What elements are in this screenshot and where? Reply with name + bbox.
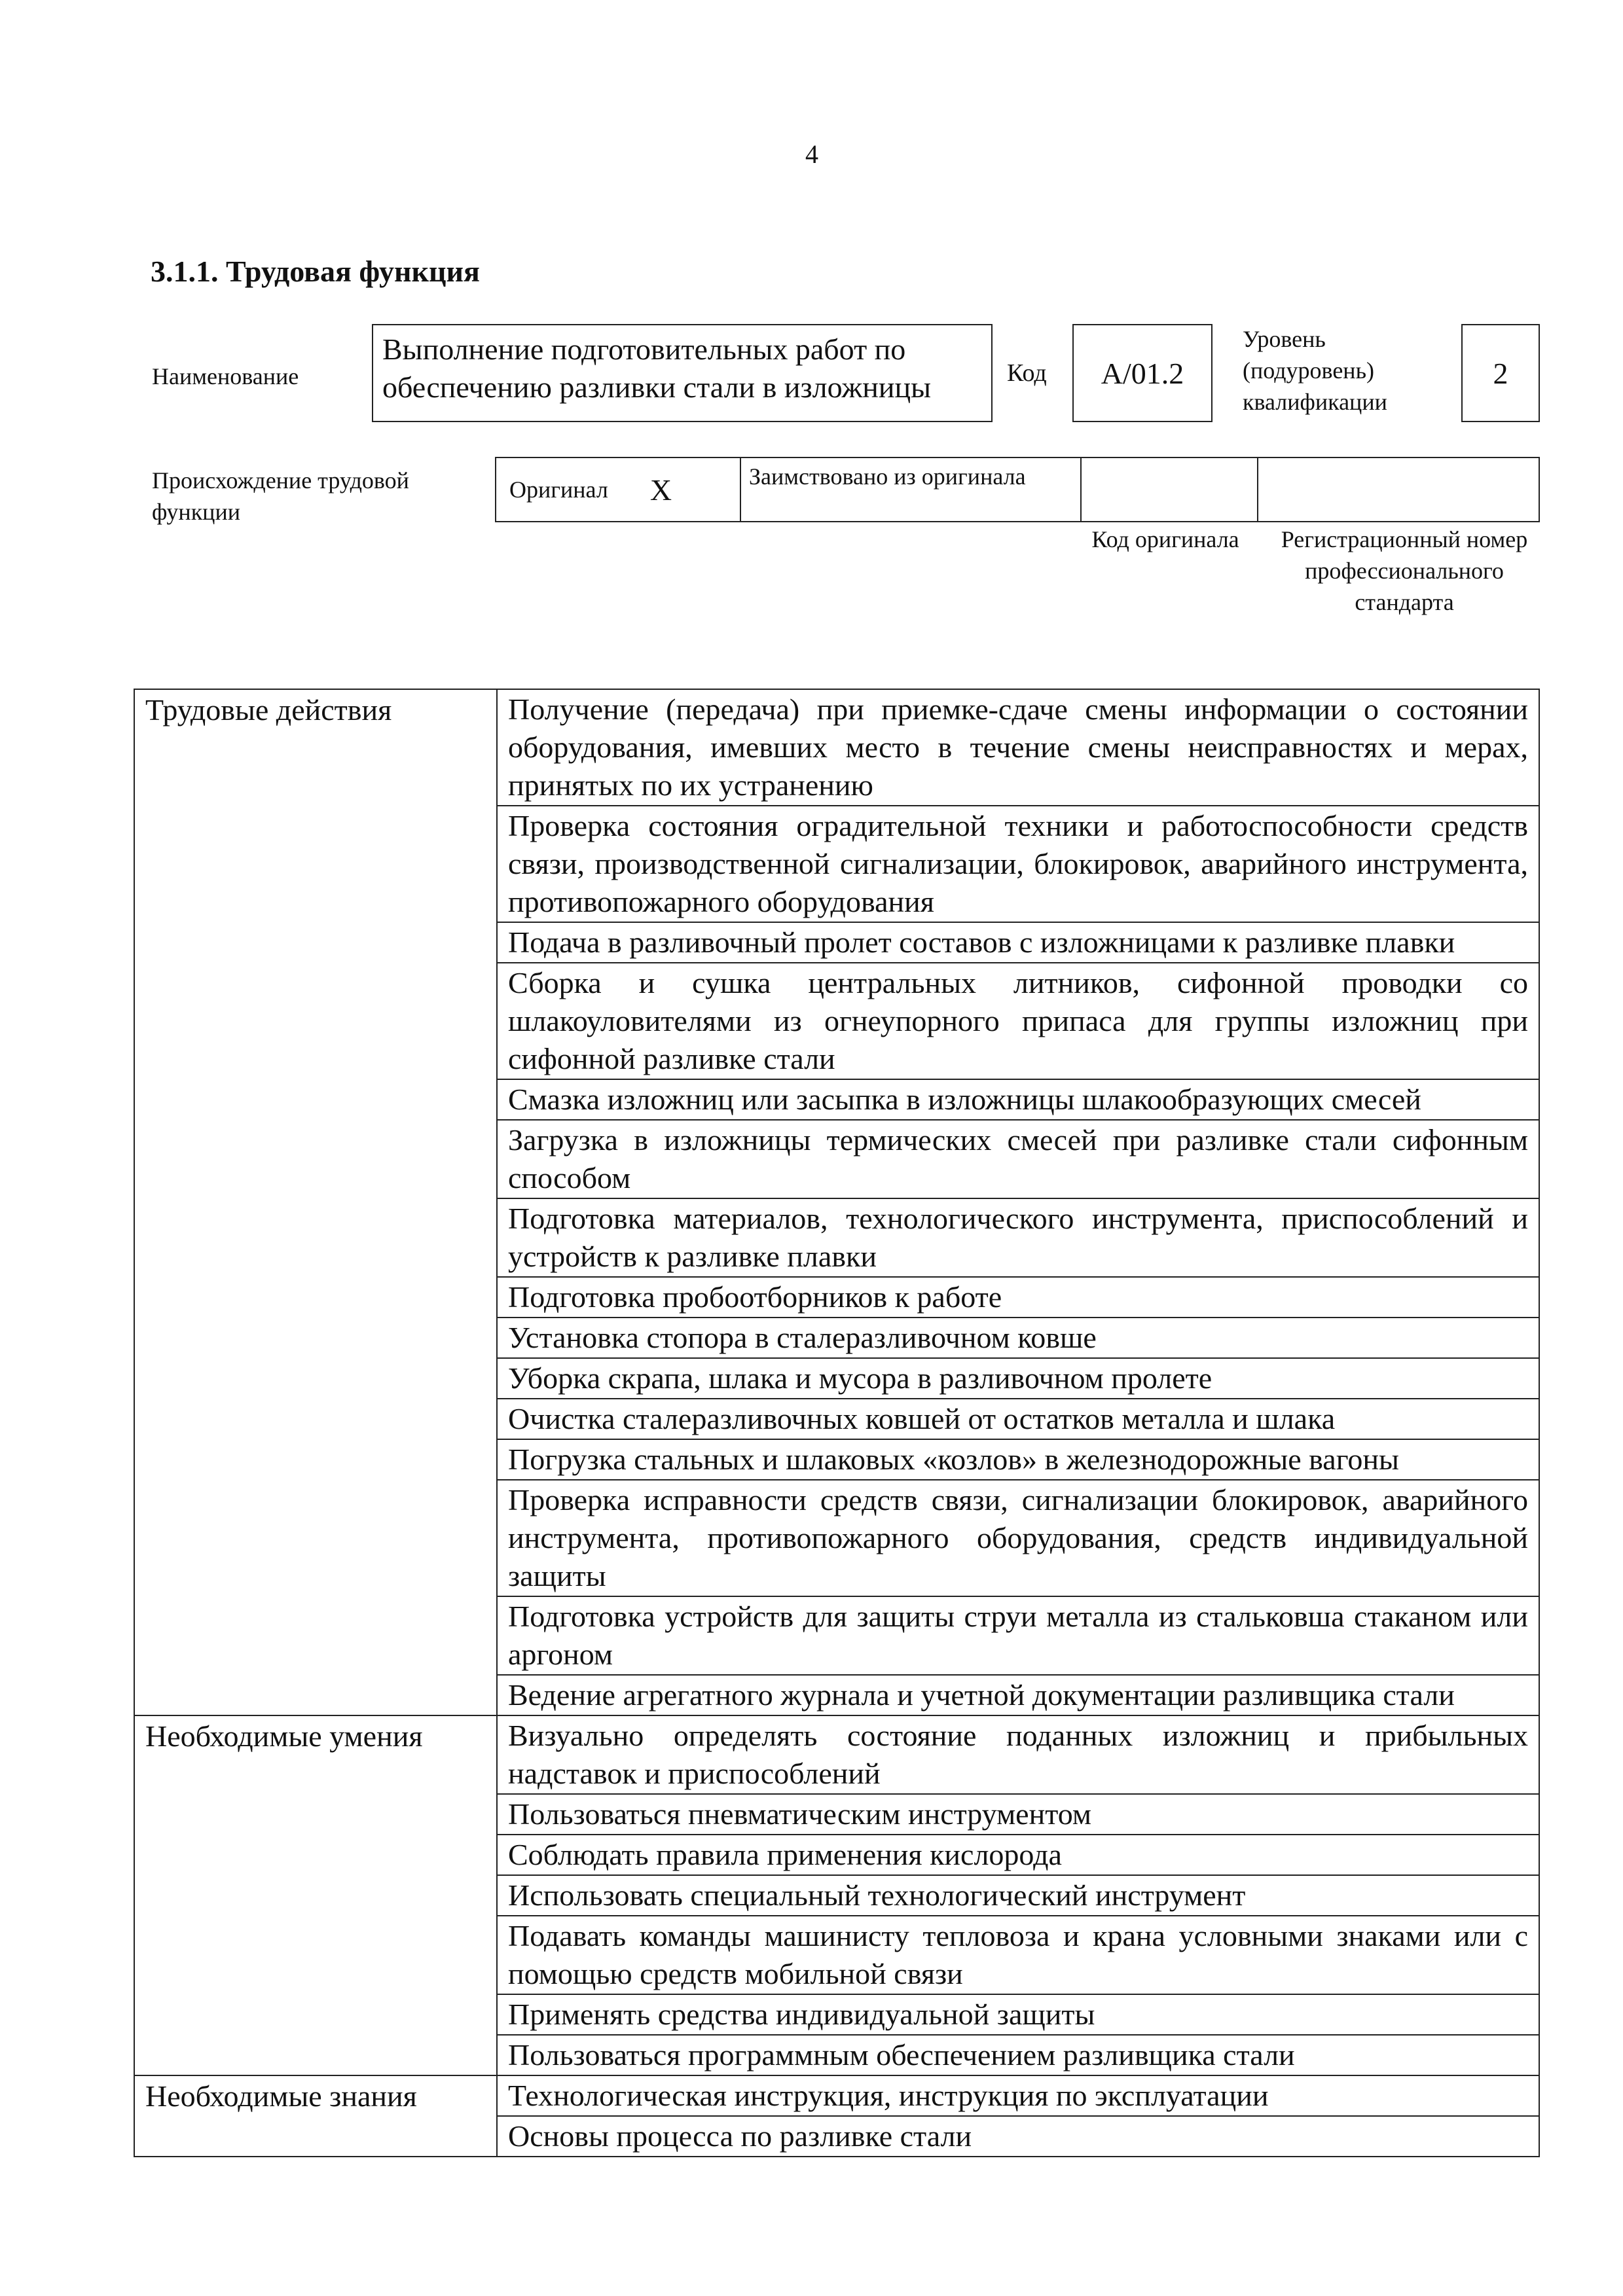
section-category: Необходимые умения — [134, 1715, 497, 2075]
section-item: Проверка состояния оградительной техники и работоспособности средств связи, производственной сигнализации, блокировок, аварийного инструмента, противопожарного оборудования — [497, 806, 1539, 922]
qualification-level-label: Уровень (подуровень) квалификации — [1243, 326, 1387, 415]
section-category: Необходимые знания — [134, 2075, 497, 2157]
original-label: Оригинал — [509, 476, 608, 503]
origin-original-cell — [496, 458, 741, 521]
original-code-caption: Код оригинала — [1091, 526, 1239, 552]
function-name-value: Выполнение подготовительных работ по обеспечению разливки стали в изложницы — [372, 324, 993, 422]
table-row — [134, 2075, 1539, 2116]
section-item: Подготовка материалов, технологического инструмента, приспособлений и устройств к разливке плавки — [497, 1198, 1539, 1277]
section-item: Подача в разливочный пролет составов с изложницами к разливке плавки — [497, 922, 1539, 963]
section-item: Подготовка устройств для защиты струи металла из стальковша стаканом или аргоном — [497, 1596, 1539, 1675]
qualification-level-value: 2 — [1461, 324, 1540, 422]
original-code-cell — [1082, 458, 1258, 521]
code-label: Код — [1007, 359, 1047, 387]
section-category: Трудовые действия — [134, 689, 497, 1715]
section-item: Смазка изложниц или засыпка в изложницы шлакообразующих смесей — [497, 1079, 1539, 1120]
table-row — [134, 689, 1539, 806]
section-item: Погрузка стальных и шлаковых «козлов» в железнодорожные вагоны — [497, 1439, 1539, 1480]
section-item: Загрузка в изложницы термических смесей при разливке стали сифонным способом — [497, 1120, 1539, 1198]
section-item: Пользоваться программным обеспечением разливщика стали — [497, 2035, 1539, 2075]
section-item: Установка стопора в сталеразливочном ковше — [497, 1318, 1539, 1358]
section-item: Основы процесса по разливке стали — [497, 2116, 1539, 2157]
section-item: Проверка исправности средств связи, сигнализации блокировок, аварийного инструмента, противопожарного оборудования, средств индивидуальной защиты — [497, 1480, 1539, 1596]
table-row — [134, 1715, 1539, 1794]
section-item: Применять средства индивидуальной защиты — [497, 1994, 1539, 2035]
name-label: Наименование — [152, 363, 299, 389]
section-item: Подавать команды машинисту тепловоза и крана условными знаками или с помощью средств мобильной связи — [497, 1916, 1539, 1994]
section-item: Получение (передача) при приемке-сдаче смены информации о состоянии оборудования, имевших место в течение смены неисправностях и мерах, принятых по их устранению — [497, 689, 1539, 806]
registration-number-cell — [1258, 458, 1539, 521]
section-item: Технологическая инструкция, инструкция по эксплуатации — [497, 2075, 1539, 2116]
section-item: Уборка скрапа, шлака и мусора в разливочном пролете — [497, 1358, 1539, 1399]
borrowed-label: Заимствовано из оригинала — [741, 458, 1082, 521]
section-item: Сборка и сушка центральных литников, сифонной проводки со шлакоуловителями из огнеупорного припаса для группы изложниц при сифонной разливке стали — [497, 963, 1539, 1079]
section-title: 3.1.1. Трудовая функция — [151, 255, 480, 288]
section-item: Пользоваться пневматическим инструментом — [497, 1794, 1539, 1835]
section-item: Соблюдать правила применения кислорода — [497, 1835, 1539, 1875]
origin-label: Происхождение трудовой функции — [152, 467, 409, 525]
section-item: Ведение агрегатного журнала и учетной документации разливщика стали — [497, 1675, 1539, 1715]
labor-function-table — [134, 689, 1540, 2157]
page-number: 4 — [805, 139, 818, 169]
section-item: Использовать специальный технологический инструмент — [497, 1875, 1539, 1916]
section-item: Очистка сталеразливочных ковшей от остатков металла и шлака — [497, 1399, 1539, 1439]
original-mark: X — [649, 473, 672, 507]
origin-row — [495, 457, 1540, 522]
section-item: Подготовка пробоотборников к работе — [497, 1277, 1539, 1318]
code-value: A/01.2 — [1072, 324, 1213, 422]
registration-number-caption: Регистрационный номер профессионального стандарта — [1281, 526, 1528, 615]
section-item: Визуально определять состояние поданных изложниц и прибыльных надставок и приспособлений — [497, 1715, 1539, 1794]
